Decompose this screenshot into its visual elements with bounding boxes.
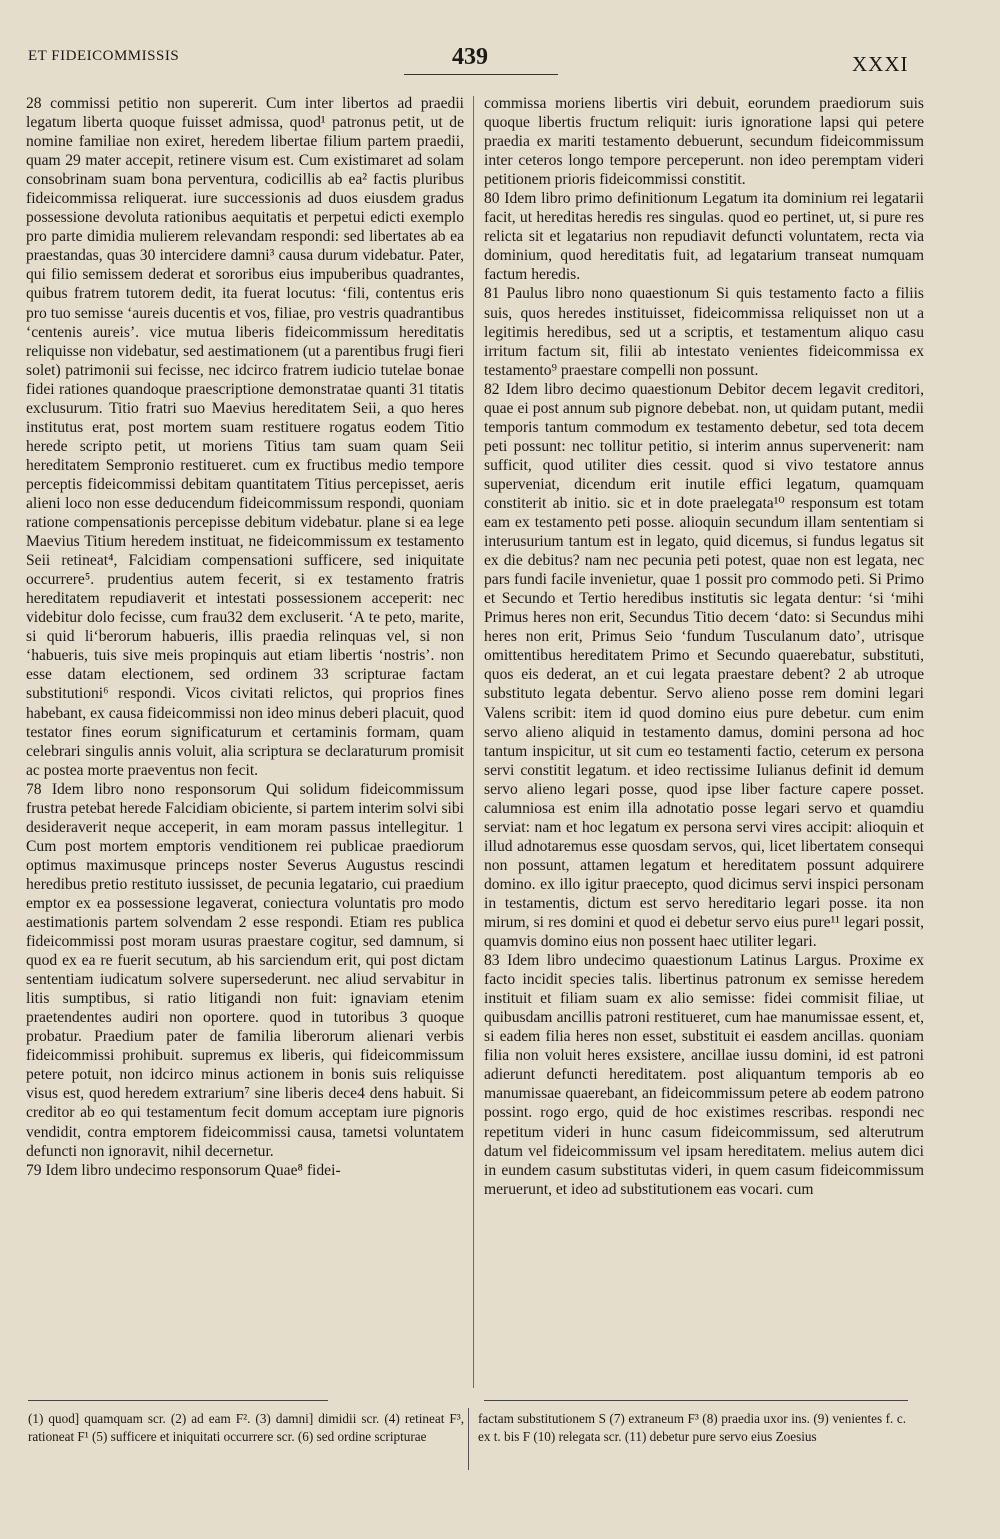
footnote-divider [468,1408,469,1470]
right-column [484,94,924,1199]
footnote-rule [28,1400,328,1401]
paragraph: 83 Idem libro undecimo quaestionum Latinus Largus. Proxime ex facto incidit species talis. libertinus patronum ex semisse heredem instituit et filiam suam ex alio semisse: fidei commisit filiae, ut quibusdam ancillis patroni restitueret, cum hae manumissae essent, et, si eadem filia heres non esset, substituit ei easdem ancillas. quoniam filia non voluit heres exsistere, ancillae iussu domini, id est patroni adierunt defuncti hereditatem. post aliquantum temporis ab eo manumissae quaerebant, an fideicommissum petere ab eodem patrono possint. rogo ergo, quid de hoc existimes rescribas. respondi nec repetitum videri in hunc casum fideicommissum, sed alterutrum datum vel fideicommissum vel ipsam hereditatem. melius autem dici in eundem casum substitutas videri, in quem casum fideicommissum meruerunt, et ideo ad substitutionem eas vocari. cum [484,952,924,1198]
left-column [26,94,464,1180]
paragraph: 81 Paulus libro nono quaestionum Si quis testamento facto a filiis suis, quos heredes instituisset, fideicommissa reliquisset non ut a legitimis heredibus, sed ut a scriptis, et testamentum aliquo casu irritum factum sit, filii ab intestato venientes fideicommissa ex testamento⁹ praestare compelli non possunt. [484,285,924,379]
footnotes-left [28,1410,464,1446]
running-head: ET FIDEICOMMISSIS [28,48,180,64]
paragraph: 82 Idem libro decimo quaestionum Debitor decem legavit creditori, quae ei post annum sub pignore debebat. non, ut quidam putant, medii temporis tantum commodum ex testamento debetur, sed tota decem peti possunt: nec tollitur petitio, si interim annus supervenerit: nam sufficit, quod utiliter dies cessit. quod si vivo testatore annus superveniat, dicendum erit inutile effici legatum, quamquam constiterit ab initio. sic et in dote praelegata¹⁰ responsum est totam eam ex testamento peti posse. alioquin secundum illam sententiam si interusurium tantum est in legato, quid dicemus, si fundus legatus sit ex die debitus? nam nec pecunia peti potest, quae non est legata, nec pars fundi facile invenietur, quae 1 possit pro commodo peti. Si Primo et Secundo et Tertio heredibus institutis sic legata dentur: ‘si ‘mihi Primus heres non erit, Secundus Titio decem ‘dato: si Secundus mihi heres non erit, Primus Seio ‘fundum Tusculanum dato’, utrisque omittentibus hereditatem Primo et Secundo quaerebatur, substituti, quos eis dederat, an et cui legata praestare debent? 2 ab utroque substituto legata debentur. Servo alieno posse rem domini legari Valens scribit: item id quod domino eius pure debetur. cum enim servo alieno aliquid in testamento damus, domini persona ad hoc tantum inspicitur, ut sit cum eo testamenti factio, ceterum ex persona servi constitit legatum. et ideo rectissime Iulianus definit id demum servo alieno legari posse, quod ipse liber facture capere posset. calumniosa est enim illa adnotatio posse legari servo et quamdiu serviat: nam et hoc legatum ex persona servi vires accipit: alioquin et illud adnotaremus esse quosdam servos, qui, licet libertatem consequi non possunt, attamen legatum et hereditatem possunt adquirere domino. ex illo igitur praecepto, quod dicimus servi inspici personam in testamentis, dictum est servo hereditario legari posse. ita non mirum, si res domini et quod ei debetur servo eius pure¹¹ legari possit, quamvis domino eius non possent haec utiliter legari. [484,380,924,951]
section-number: XXXI [852,52,909,76]
column-divider [473,96,474,1388]
page-number: 439 [452,44,488,70]
paragraph: 78 Idem libro nono responsorum Qui solidum fideicommissum frustra petebat herede Falcidiam obiciente, si partem interim solvi sibi desideraverit neque acceperit, in eam moram passus intellegitur. 1 Cum post mortem emptoris venditionem rei publicae praediorum optimus maximusque princeps noster Severus Augustus rescindi heredibus pretio restituto iussisset, de pecunia legatario, cui praedium emptor ex ea possessione legaverat, coniectura voluntatis pro modo aestimationis partem solvendam 2 esse respondi. Etiam res publica fideicommissi post moram usuras praestare cogitur, sed damnum, si quod ex ea re fuerit secutum, ab his sarciendum erit, qui post dictam sententiam iudicatum solvere supersederunt. nec aliud servabitur in litis sumptibus, si ratio litigandi non fuit: ignaviam etenim praetendentes audiri non oportere. quod in tutoribus 3 quoque probatur. Praedium pater de familia liberorum alienari verbis fideicommissi prohibuit. supremus ex liberis, qui fideicommissum petere potuit, non idcirco minus actionem in bonis suis reliquisse visus est, quod heredem extrarium⁷ sine liberis dece4 dens habuit. Si creditor ab eo qui testamentum fecit domum acceptam iure pignoris vendidit, contra emptorem fideicommissi causa, tametsi voluntatem defuncti non ignoravit, nihil decernetur. [26,780,464,1160]
footnotes-right [478,1410,906,1446]
footnote-rule [484,1400,908,1401]
paragraph: 80 Idem libro primo definitionum Legatum ita dominium rei legatarii facit, ut hereditas heredis res singulas. quod eo pertinet, ut, si pure res relicta sit et legatarius non repudiavit defuncti voluntatem, recta via dominium, quod hereditatis fuit, ad legatarium transeat numquam factum heredis. [484,190,924,284]
paragraph: 28 commissi petitio non supererit. Cum inter libertos ad praedii legatum liberta quoque fuisset admissa, quod¹ patronus petit, ut de nomine familiae non exiret, heredem libertae filium partem praedii, quam 29 mater accepit, retinere visum est. Cum existimaret ad solam consobrinam suam bona perventura, codicillis ab ea² factis pluribus fideicommissa reliquerat. iure successionis ad duos eiusdem gradus possessione devoluta rationibus aequitatis et perpetui edicti exemplo pro parte dimidia mulierem relevandam respondi: sed libertates ab ea praestandas, quas 30 intercidere damni³ causa durum videbatur. Pater, qui filio semissem dederat et sororibus eius impuberibus quadrantes, quibus fratrem tutorem dedit, ita fuerat locutus: ‘fili, contentus eris pro tuo semisse ‘aureis ducentis et vos, filiae, pro vestris quadrantibus ‘centenis aureis’. vice mutua liberis fideicommissum hereditatis reliquisse non videbatur, sed aestimationem (ut a parentibus frugi fieri solet) patrimonii sui fecisse, nec idcirco fratrem iudicio tutelae bonae fidei rationes quandoque praescriptione demonstratae quanti 31 titatis exclusurum. Titio fratri suo Maevius hereditatem Seii, a quo heres institutus erat, post mortem suam restituere rogatus eodem Titio herede scripto petit, ut moriens Titius tam suam quam Seii hereditatem Sempronio restitueret. cum ex fructibus medio tempore perceptis fideicommissi debitam quantitatem Titius percepisset, aeris alieni loco non esse deducendum fideicommissum respondi, quoniam ratione compensationis percepisse debitum videbatur. plane si ea lege Maevius Titium heredem instituat, ne fideicommissum ex testamento Seii retineat⁴, Falcidiam compensationi sufficere, sed iniquitate occurrere⁵. prudentius autem fecerit, si ex testamento fratris hereditatem repudiaverit et intestati possessionem acceperit: nec videbitur dolo fecisse, cum frau32 dem excluserit. ‘A te peto, marite, si quid li‘berorum habueris, illis praedia relinquas vel, si non ‘habueris, tuis sive meis propinquis aut etiam libertis ‘nostris’. non esse datam electionem, sed ordinem 33 scripturae factam substitutioni⁶ respondi. Vicos civitati relictos, qui proprios fines habebant, ex causa fideicommissi non ideo minus deberi placuit, quod testator fines eorum significaturum et certaminis formam, quam celebrari singulis annis voluit, alia scriptura se declaraturum promisit ac postea morte praeventus non fecit. [26,95,464,779]
paragraph: 79 Idem libro undecimo responsorum Quae⁸ fidei- [26,1161,341,1179]
paragraph: commissa moriens libertis viri debuit, eorundem praediorum suis quoque libertis fructum reliquit: iuris ignoratione lapsi qui petere praedia ex mariti testamento debuerunt, secundum fideicommissum inter ceteros longo tempore perceperunt. non ideo peremptam videri petitionem prioris fideicommissi constitit. [484,95,924,189]
footnote-text: (1) quod] quamquam scr. (2) ad eam F². (3) damni] dimidii scr. (4) retineat F³, rationeat F¹ (5) sufficere et iniquitati occurrere scr. (6) sed ordine scripturae [28,1411,464,1444]
header-rule [404,74,558,75]
footnote-text: factam substitutionem S (7) extraneum F³ (8) praedia uxor ins. (9) venientes f. c. ex t. bis F (10) relegata scr. (11) debetur pure servo eius Zoesius [478,1411,906,1444]
